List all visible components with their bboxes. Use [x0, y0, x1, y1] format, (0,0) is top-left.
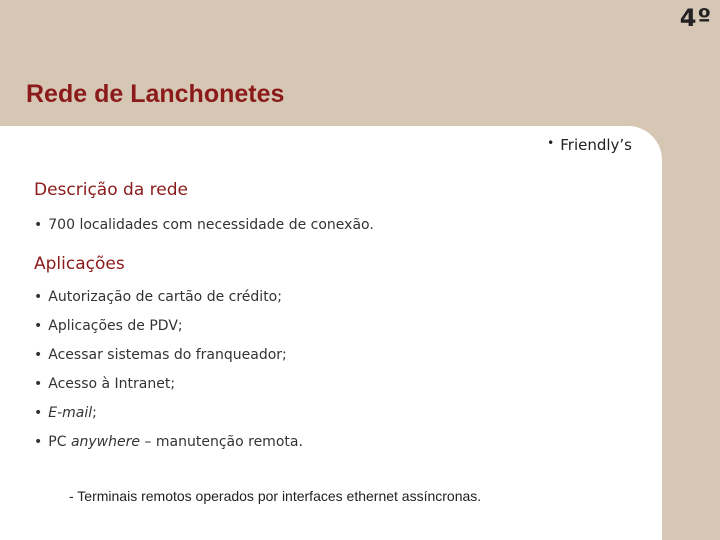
- company-name: Friendly’s: [560, 136, 632, 154]
- bullet-icon: •: [34, 289, 43, 305]
- bullet-icon: •: [34, 376, 43, 392]
- content-panel: [0, 126, 662, 540]
- list-item: • Acesso à Intranet;: [34, 376, 176, 392]
- terminals-note: - Terminais remotos operados por interfaces ethernet assíncronas.: [69, 488, 482, 504]
- network-bullet-list: [34, 216, 374, 245]
- section-heading-network: Descrição da rede: [34, 180, 188, 200]
- bullet-icon: •: [547, 136, 555, 150]
- bullet-icon: •: [34, 217, 43, 233]
- list-item: • Aplicações de PDV;: [34, 318, 183, 334]
- company-label: [547, 136, 632, 154]
- slide-number: 4º: [679, 4, 712, 32]
- list-item: • 700 localidades com necessidade de conexão.: [34, 217, 374, 233]
- section-heading-applications: Aplicações: [34, 254, 125, 274]
- list-item-email: • E-mail;: [34, 405, 97, 421]
- list-item-pc-anywhere: • PC anywhere – manutenção remota.: [34, 434, 303, 450]
- list-item: • Acessar sistemas do franqueador;: [34, 347, 287, 363]
- bullet-icon: •: [34, 405, 43, 421]
- bullet-icon: •: [34, 434, 43, 450]
- bullet-icon: •: [34, 347, 43, 363]
- list-item: • Autorização de cartão de crédito;: [34, 289, 282, 305]
- bullet-icon: •: [34, 318, 43, 334]
- slide-title: Rede de Lanchonetes: [26, 80, 285, 108]
- applications-bullet-list: [34, 288, 303, 462]
